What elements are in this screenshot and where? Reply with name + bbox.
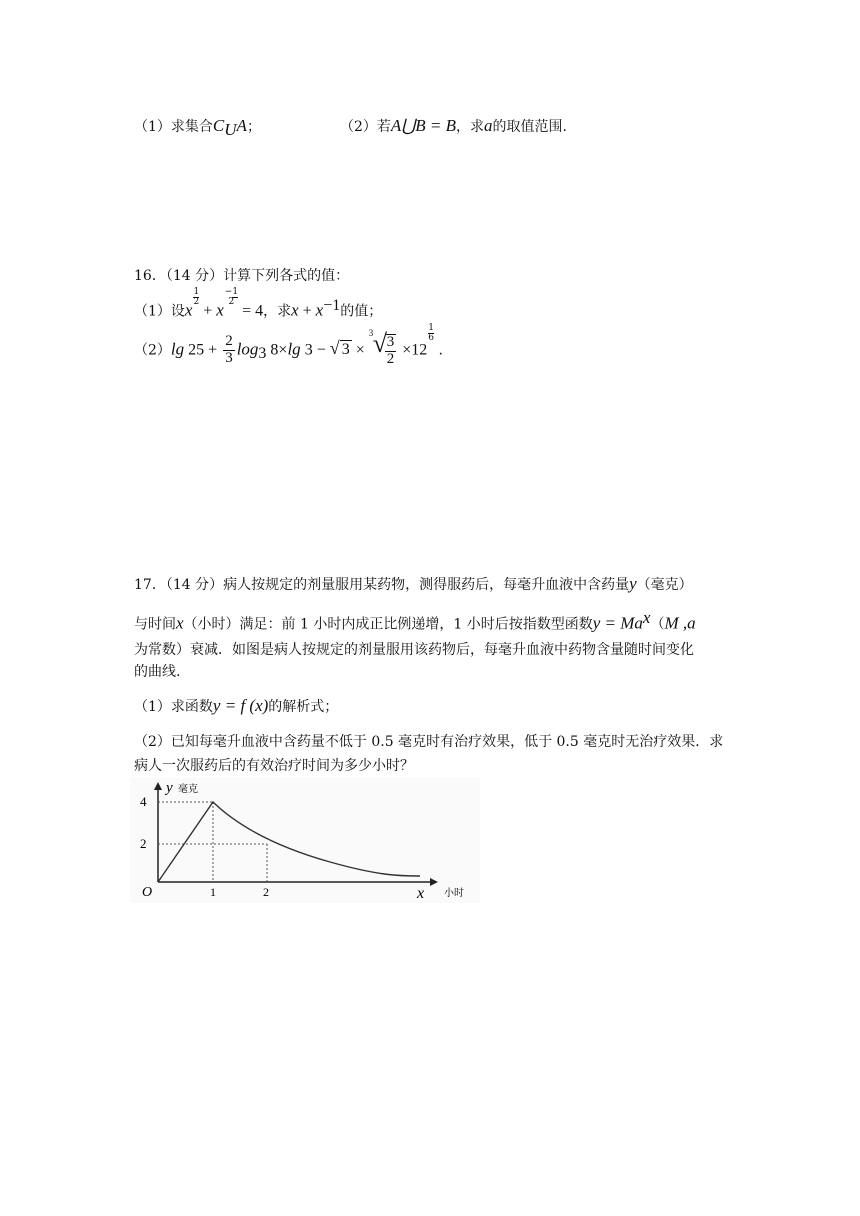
origin-label: O (142, 885, 153, 900)
q16-part1: （1）设x $\frac{1}{2}$ + x−1 2 = 4，求$x + x^{-1}$的值； (134, 287, 383, 320)
q15-part1-math: C (212, 116, 225, 135)
q17-part2-line1: （2）已知每毫升血液中含药量不低于 0.5 毫克时有治疗效果，低于 0.5 毫克时无治疗效果．求 (134, 734, 724, 750)
x-tick-2: 2 (263, 885, 269, 899)
y-tick-4: 4 (140, 794, 147, 809)
q17-line4: 的曲线. (134, 664, 181, 680)
exponent-neg-half: −1 2 (224, 287, 239, 307)
drug-concentration-graph (130, 778, 480, 903)
q17-line2: 与时间x（小时）满足：前 1 小时内成正比例递增，1 小时后按指数型函数$y = Ma^x(M$ ,a (134, 608, 696, 633)
exponent-sixth: $\frac{1}{6}$ (428, 323, 435, 343)
q15-part2-math: A⋃B = B (390, 116, 456, 135)
q15-part2: （2）若A⋃B = B，求a的取值范围. (340, 116, 567, 135)
figure-background (130, 778, 480, 903)
sqrt-three: √ 3 (329, 338, 350, 359)
y-axis-label: y (166, 780, 173, 796)
exponent-half: $\frac{1}{2}$ (193, 287, 200, 307)
q16-heading: 16．（14 分）计算下列各式的值： (134, 268, 350, 284)
y-tick-2: 2 (140, 836, 147, 851)
q17-line3: 为常数）衰减．如图是病人按规定的剂量服用该药物后，每毫升血液中药物含量随时间变化 (134, 642, 694, 658)
q16-part2: （2）lg 25 + $\frac{2}{3}$ $\log_3 8\times\lg$ 3 − √ 3 × 3 √ $\frac{3}{2}$ ×12 $\frac{1}{6}$ . (134, 323, 443, 367)
q17-part1: （1）求函数y = f (x)的解析式； (134, 696, 339, 715)
q17-part2-line2: 病人一次服药后的有效治疗时间为多少小时？ (134, 758, 414, 774)
x-tick-1: 1 (210, 885, 216, 899)
fraction-two-thirds: $\frac{2}{3}$ (225, 333, 233, 366)
x-axis-label: x (417, 885, 425, 902)
q15-part1: （1）求集合$C_UA$； (134, 116, 261, 139)
x-axis-unit: 小时 (444, 888, 464, 899)
q17-line1: 17．（14 分）病人按规定的剂量服用某药物，测得服药后，每毫升血液中含药量y（毫克） (134, 574, 693, 593)
y-axis-unit: 毫克 (178, 784, 198, 795)
cube-root: 3 √ $\frac{3}{2}$ (368, 328, 395, 367)
